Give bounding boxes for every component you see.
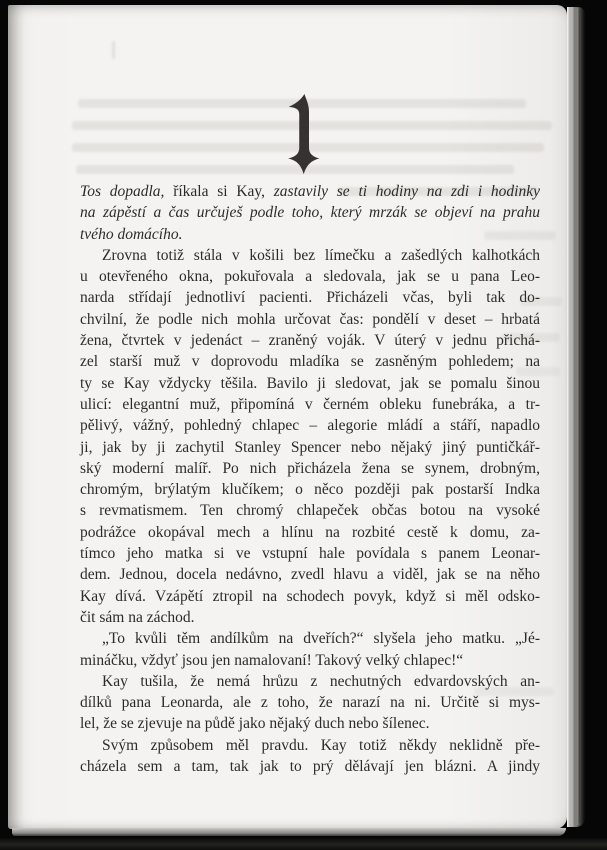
text-line: čit sám na záchod.	[80, 608, 195, 626]
table-surface	[0, 837, 607, 850]
text-line: chvilní, že podle nich mohla určovat čas: pondělí v deset – hrbatá	[80, 310, 540, 328]
chapter-number	[280, 91, 326, 181]
text-line: podrážce okopával mech a hlínu na rozbité cestě k domu, za-	[80, 523, 540, 541]
paragraph	[80, 628, 540, 671]
text-line: ty se Kay vždycky těšila. Bavilo ji sledovat, jak se pomalu šinou	[80, 374, 540, 392]
text-line: „To kvůli těm andílkům na dveřích?“ slyšela jeho matku. „Jé-	[102, 630, 540, 648]
text-line: Zrovna totiž stála v košili bez límečku a zašedlých kalhotkách	[102, 246, 540, 264]
text-line: s revmatismem. Ten chromý chlapeček občas botou na vysoké	[80, 502, 540, 520]
text-line: tímco jeho matka si ve vstupní hale povídala s panem Leonar-	[80, 545, 540, 563]
text-line: žena, čtvrtek v jedenáct – zraněný voják. V úterý v jednu přichá-	[80, 332, 540, 350]
text-line: ulicí: elegantní muž, připomíná v černém obleku funebráka, a tr-	[80, 395, 540, 413]
paragraph	[80, 181, 540, 245]
italic-segment: zastavily se ti hodiny na zdi i hodinky	[265, 183, 540, 200]
page-edges	[567, 7, 585, 827]
text-block	[80, 181, 540, 777]
text-line: tvého domácího.	[80, 225, 183, 243]
text-line: pělivý, vážný, pohledný chlapec – alegorie mládí a stáří, napadlo	[80, 417, 540, 435]
book-page	[8, 5, 567, 829]
text-line: na zápěstí a čas určuješ podle toho, který mrzák se objeví na prahu	[80, 204, 540, 222]
chapter-number-glyph	[280, 91, 326, 181]
text-line: lel, že se zjevuje na půdě jako nějaký duch nebo šílenec.	[80, 715, 430, 733]
page-edge-stripes	[567, 7, 581, 827]
paragraph	[80, 735, 540, 778]
paragraph	[80, 245, 540, 628]
text-line	[80, 181, 540, 202]
text-line: mináčku, vždyť jsou jen namalovaní! Takový velký chlapec!“	[80, 651, 464, 669]
text-line: Kay dívá. Vzápětí ztropil na schodech povyk, když si měl odsko-	[80, 587, 540, 605]
text-line: zel starší muž v doprovodu mladíka se zasněným pohledem; na	[80, 353, 540, 371]
text-line: Svým způsobem měl pravdu. Kay totiž někdy neklidně pře-	[102, 736, 540, 754]
text-line: dem. Jednou, docela nedávno, zvedl hlavu a viděl, jak se na něho	[80, 566, 540, 584]
text-line: dílků pana Leonarda, ale z toho, že narazí na ni. Určitě si mys-	[80, 694, 540, 712]
text-line: narda střídají jednotliví pacienti. Přicházeli včas, byli tak do-	[80, 289, 540, 307]
text-line: cházela sem a tam, tak jak to prý dělávají jen blázni. A jindy	[80, 758, 540, 776]
text-line: u otevřeného okna, pokuřovala a sledovala, jak se u pana Leo-	[80, 268, 540, 286]
text-line: ský moderní malíř. Po nich přicházela žena se synem, drobným,	[80, 459, 540, 477]
text-line: ji, jak by ji zachytil Stanley Spencer nebo nějaký jiný puntičkář-	[80, 438, 540, 456]
dust-speck	[112, 41, 115, 59]
text-line: chromým, brýlatým klučíkem; o něco později pak postarší Indka	[80, 481, 540, 499]
roman-segment: říkala si Kay,	[173, 183, 266, 200]
text-line: Kay tušila, že nemá hrůzu z nechutných edvardovských an-	[102, 672, 540, 690]
paragraph	[80, 671, 540, 735]
italic-segment: Tos dopadla,	[80, 183, 174, 200]
